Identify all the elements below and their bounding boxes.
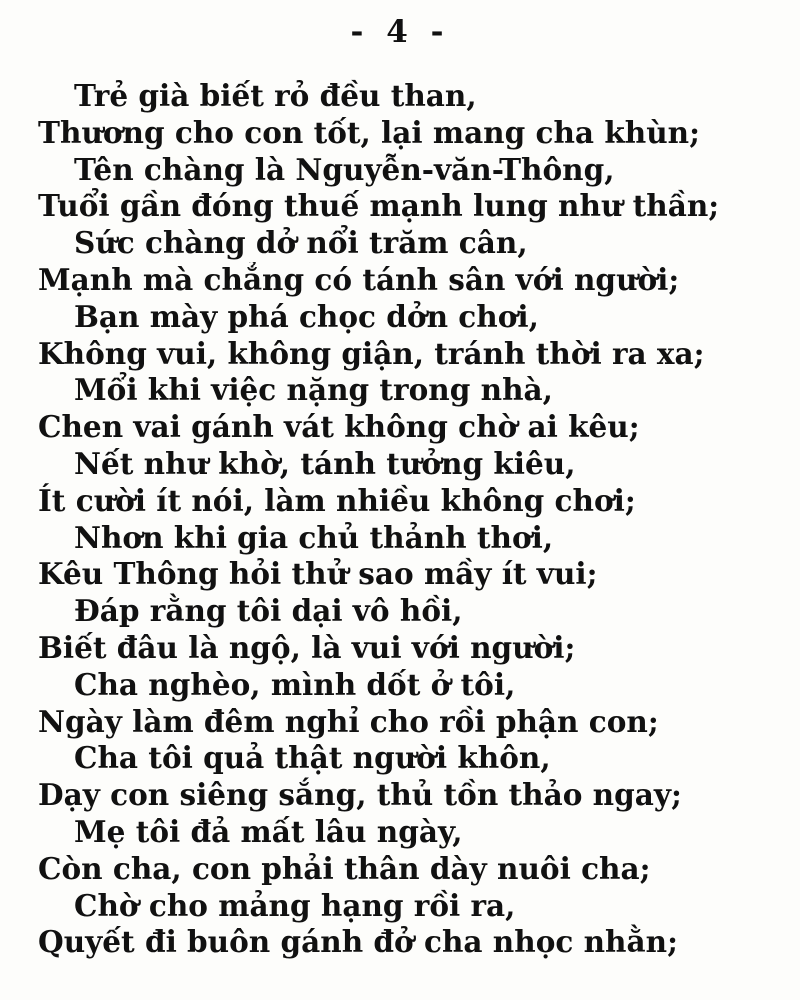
poem-line: Nhơn khi gia chủ thảnh thơi, [74, 519, 554, 555]
poem-line: Dạy con siêng sắng, thủ tồn thảo ngay; [38, 777, 682, 813]
poem-line: Chen vai gánh vát không chờ ai kêu; [38, 409, 640, 445]
poem-line: Mạnh mà chẳng có tánh sân với người; [38, 261, 680, 297]
poem-line: Ngày làm đêm nghỉ cho rồi phận con; [38, 703, 659, 739]
poem-line: Thương cho con tốt, lại mang cha khùn; [38, 114, 700, 150]
poem-line: Mổi khi việc nặng trong nhà, [74, 372, 553, 408]
poem-line: Kêu Thông hỏi thử sao mầy ít vui; [38, 556, 598, 592]
page-number: - 4 - [350, 14, 450, 50]
poem-line: Cha nghèo, mình dốt ở tôi, [74, 666, 516, 702]
poem-line: Không vui, không giận, tránh thời ra xa; [38, 335, 705, 371]
poem-line: Trẻ già biết rỏ đều than, [74, 78, 477, 113]
poem-line: Bạn mày phá chọc dởn chơi, [74, 298, 539, 334]
poem-line: Quyết đi buôn gánh đở cha nhọc nhằn; [38, 924, 678, 960]
poem-line: Biết đâu là ngộ, là vui với người; [38, 629, 576, 665]
poem-line: Cha tôi quả thật người khôn, [74, 740, 551, 776]
poem-line: Tên chàng là Nguyễn-văn-Thông, [74, 151, 615, 187]
poem-line: Nết như khờ, tánh tưởng kiêu, [74, 445, 576, 481]
poem-line: Chờ cho mảng hạng rồi ra, [74, 887, 516, 923]
poem-line: Sức chàng dở nổi trăm cân, [74, 225, 528, 261]
poem-line: Còn cha, con phải thân dày nuôi cha; [38, 850, 651, 886]
poem-verse [0, 78, 800, 961]
poem-line: Ít cười ít nói, làm nhiều không chơi; [38, 482, 636, 518]
poem-line: Đáp rằng tôi dại vô hồi, [74, 593, 463, 629]
poem-line: Tuổi gần đóng thuế mạnh lung như thần; [38, 188, 720, 224]
poem-line: Mẹ tôi đả mất lâu ngày, [74, 813, 463, 849]
